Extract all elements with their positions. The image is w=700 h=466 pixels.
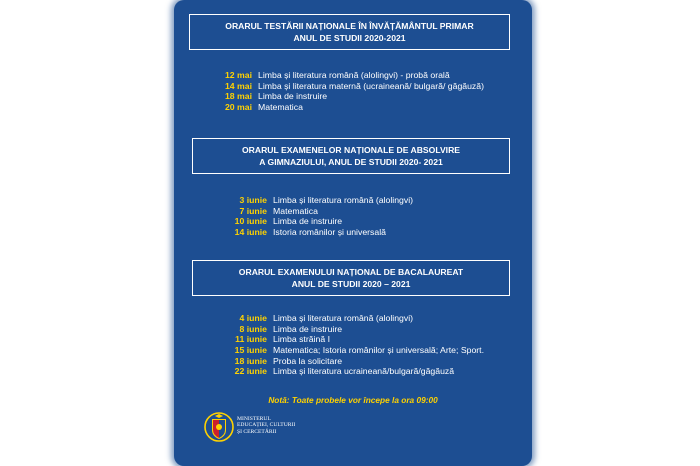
moldova-coat-of-arms-icon [204, 410, 234, 444]
list-item [174, 102, 532, 113]
exam-date: 7 iunie [239, 205, 267, 216]
exam-date: 18 mai [224, 91, 252, 102]
exam-subject: Matematica; Istoria românilor și universală; Arte; Sport. [273, 345, 484, 356]
exam-date: 12 mai [224, 70, 252, 80]
ministry-line-3: ȘI CERCETĂRII [237, 428, 277, 435]
list-item [174, 366, 532, 377]
exam-date: 22 iunie [234, 366, 267, 377]
list-item [174, 216, 532, 227]
exam-subject: Limba de instruire [273, 323, 343, 334]
section-1-title [189, 14, 510, 50]
exam-subject: Istoria românilor și universală [273, 227, 386, 238]
list-item [174, 70, 532, 81]
schedule-poster [174, 0, 532, 466]
time-note: Notă: Toate probele vor începe la ora 09:00 [268, 395, 438, 405]
exam-date: 14 iunie [234, 227, 267, 238]
list-item [174, 345, 532, 356]
exam-date: 10 iunie [234, 216, 267, 227]
ministry-name [237, 416, 295, 435]
list-item [174, 324, 532, 335]
section-3-list [174, 313, 532, 377]
exam-date: 18 iunie [234, 355, 267, 366]
exam-subject: Limba și literatura română (alolingvi) [273, 195, 414, 205]
section-1-title-line-1: ORARUL TESTĂRII NAȚIONALE ÎN ÎNVĂȚĂMÂNTUL PRIMAR [225, 21, 474, 31]
section-1-title-line-2: ANUL DE STUDII 2020-2021 [293, 33, 406, 43]
ministry-line-2: EDUCAȚIEI, CULTURII [237, 422, 296, 429]
exam-subject: Limba și literatura ucraineană/bulgară/găgăuză [273, 366, 455, 377]
exam-date: 20 mai [224, 102, 252, 113]
exam-date: 8 iunie [239, 323, 267, 334]
list-item [174, 81, 532, 92]
list-item [174, 227, 532, 238]
exam-date: 15 iunie [234, 345, 267, 356]
exam-date: 14 mai [224, 80, 252, 91]
section-2-title-line-2: A GIMNAZIULUI, ANUL DE STUDII 2020- 2021 [259, 157, 443, 167]
exam-subject: Matematica [258, 102, 303, 113]
exam-subject: Limba și literatura română (alolingvi) [273, 313, 414, 323]
section-3-title-line-1: ORARUL EXAMENULUI NAȚIONAL DE BACALAUREAT [238, 267, 464, 277]
list-item [174, 195, 532, 206]
exam-subject: Limba și literatura maternă (ucraineană/ bulgară/ găgăuză) [258, 80, 485, 91]
ministry-line-1: MINISTERUL [237, 416, 271, 422]
exam-subject: Matematica [273, 205, 318, 216]
exam-subject: Limba de instruire [273, 216, 343, 227]
exam-date: 4 iunie [239, 313, 267, 323]
section-1-list [174, 70, 532, 113]
exam-subject: Limba de instruire [258, 91, 328, 102]
section-3-title-line-2: ANUL DE STUDII 2020 – 2021 [291, 279, 411, 289]
list-item [174, 313, 532, 324]
list-item [174, 356, 532, 367]
list-item [174, 91, 532, 102]
exam-date: 11 iunie [235, 334, 267, 345]
list-item [174, 334, 532, 345]
exam-subject: Limba și literatura română (alolingvi) - probă orală [258, 70, 450, 80]
section-2-title [192, 138, 510, 174]
exam-date: 3 iunie [239, 195, 267, 205]
list-item [174, 206, 532, 217]
section-2-title-line-1: ORARUL EXAMENELOR NAȚIONALE DE ABSOLVIRE [241, 145, 461, 155]
section-2-list [174, 195, 532, 238]
exam-subject: Proba la solicitare [273, 355, 343, 366]
section-3-title [192, 260, 510, 296]
exam-subject: Limba străină I [273, 334, 330, 345]
